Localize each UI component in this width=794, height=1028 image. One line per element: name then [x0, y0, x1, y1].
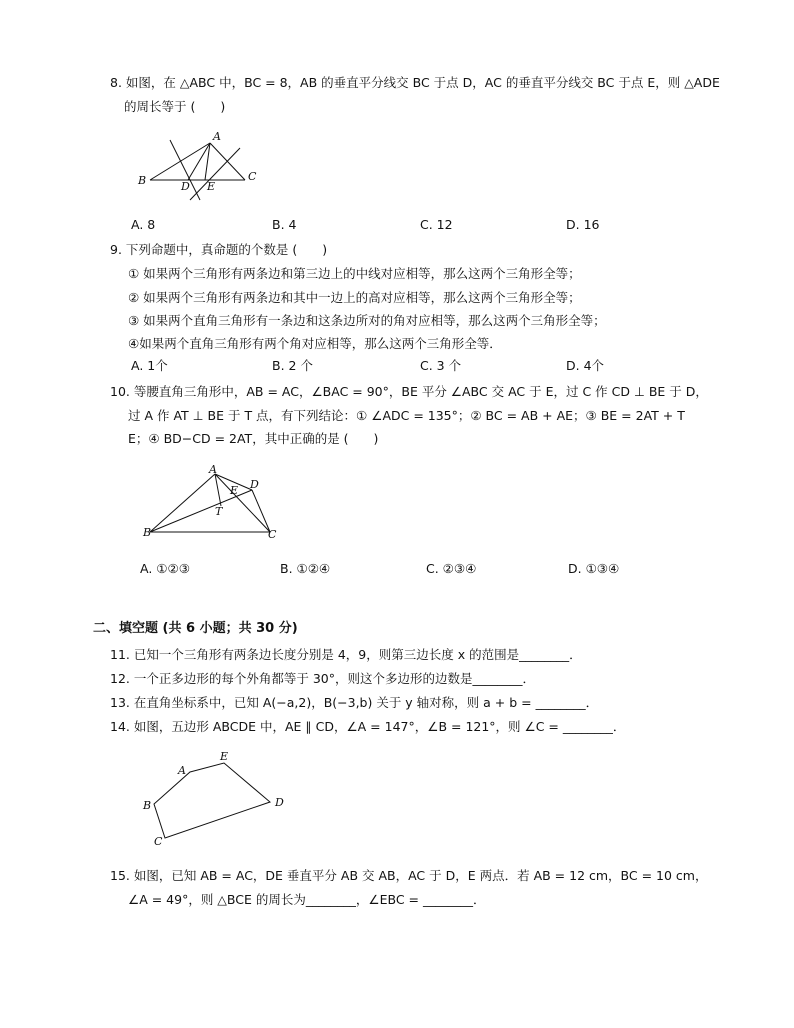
q10-option-c: C. ②③④ — [426, 561, 477, 576]
q14-text: 14. 如图，五边形 ABCDE 中，AE ∥ CD，∠A = 147°，∠B = 121°，则 ∠C = ________． — [110, 719, 626, 734]
q10-label-B: B — [143, 526, 152, 539]
q14-label-A: A — [178, 764, 186, 777]
q9-stem: 9. 下列命题中，真命题的个数是 ( ) — [110, 242, 328, 257]
q8-label-B: B — [138, 174, 147, 187]
q8-stem-line1: 8. 如图，在 △ABC 中，BC = 8，AB 的垂直平分线交 BC 于点 D，AC 的垂直平分线交 BC 于点 E，则 △ADE — [110, 75, 720, 90]
q10-label-D: D — [250, 478, 259, 491]
q14-label-B: B — [143, 799, 152, 812]
q8-label-C: C — [248, 170, 257, 183]
q8-option-c: C. 12 — [420, 217, 453, 232]
q15-stem-line2: ∠A = 49°，则 △BCE 的周长为________，∠EBC = ________． — [128, 892, 486, 907]
q9-option-a: A. 1个 — [131, 358, 168, 373]
q9-item-2: ② 如果两个三角形有两条边和其中一边上的高对应相等，那么这两个三角形全等； — [128, 290, 581, 305]
q9-option-b: B. 2 个 — [272, 358, 313, 373]
q14-figure — [140, 748, 290, 848]
q9-option-c: C. 3 个 — [420, 358, 462, 373]
q10-option-b: B. ①②④ — [280, 561, 331, 576]
q10-stem-line3: E；④ BD−CD = 2AT，其中正确的是 ( ) — [128, 431, 379, 446]
q10-label-C: C — [268, 528, 277, 541]
q8-option-d: D. 16 — [566, 217, 600, 232]
q9-item-1: ① 如果两个三角形有两条边和第三边上的中线对应相等，那么这两个三角形全等； — [128, 266, 581, 281]
q10-label-A: A — [209, 463, 217, 476]
q10-stem-line1: 10. 等腰直角三角形中，AB = AC，∠BAC = 90°，BE 平分 ∠ABC 交 AC 于 E，过 C 作 CD ⊥ BE 于 D， — [110, 384, 708, 399]
q8-label-A: A — [213, 130, 221, 143]
q8-figure — [130, 128, 270, 206]
q8-option-b: B. 4 — [272, 217, 297, 232]
q8-label-D: D — [181, 180, 190, 193]
q8-stem-line2: 的周长等于 ( ) — [124, 99, 226, 114]
q14-label-D: D — [275, 796, 284, 809]
q10-label-T: T — [215, 505, 223, 518]
q8-option-a: A. 8 — [131, 217, 156, 232]
q9-item-3: ③ 如果两个直角三角形有一条边和这条边所对的角对应相等，那么这两个三角形全等； — [128, 313, 606, 328]
q10-option-d: D. ①③④ — [568, 561, 620, 576]
q11-text: 11. 已知一个三角形有两条边长度分别是 4，9，则第三边长度 x 的范围是________． — [110, 647, 582, 662]
q8-label-E: E — [207, 180, 216, 193]
q14-label-C: C — [154, 835, 163, 848]
q12-text: 12. 一个正多边形的每个外角都等于 30°，则这个多边形的边数是________． — [110, 671, 535, 686]
section-title-fill-in: 二、填空题 (共 6 小题；共 30 分) — [93, 621, 298, 636]
q10-figure — [140, 462, 285, 544]
q15-stem-line1: 15. 如图，已知 AB = AC，DE 垂直平分 AB 交 AB，AC 于 D，E 两点．若 AB = 12 cm，BC = 10 cm， — [110, 868, 708, 883]
q9-option-d: D. 4个 — [566, 358, 605, 373]
q13-text: 13. 在直角坐标系中，已知 A(−a,2)，B(−3,b) 关于 y 轴对称，则 a + b = ________． — [110, 695, 599, 710]
q9-item-4: ④如果两个直角三角形有两个角对应相等，那么这两个三角形全等． — [128, 336, 502, 351]
q10-stem-line2: 过 A 作 AT ⊥ BE 于 T 点，有下列结论：① ∠ADC = 135°；② BC = AB + AE；③ BE = 2AT + T — [128, 408, 685, 423]
q10-label-E: E — [230, 484, 239, 497]
q10-option-a: A. ①②③ — [140, 561, 190, 576]
q14-label-E: E — [220, 750, 229, 763]
